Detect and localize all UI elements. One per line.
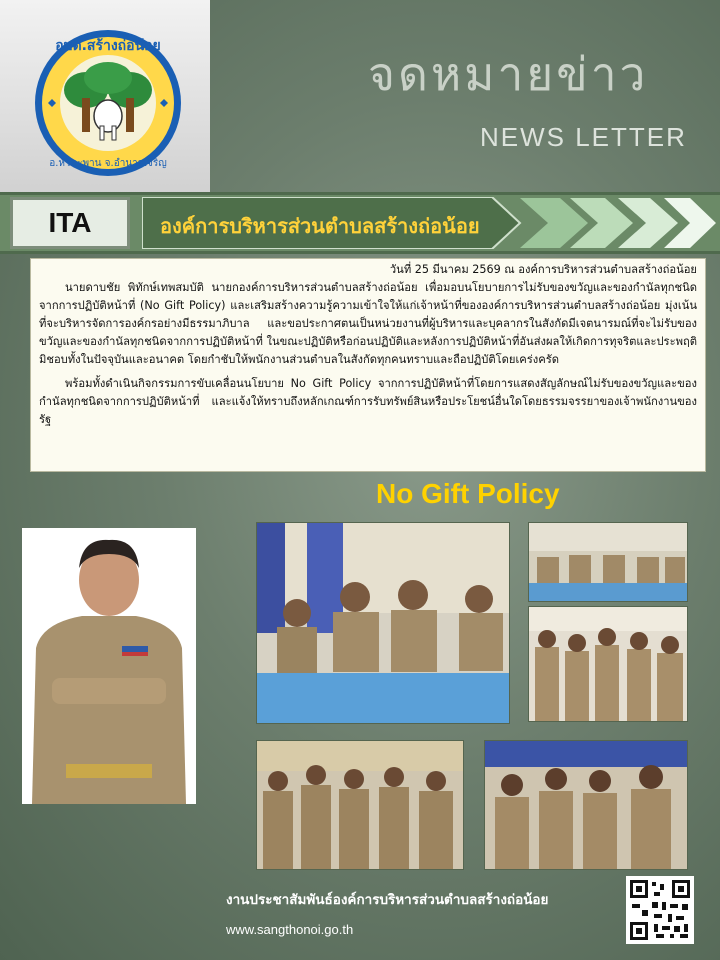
article-paragraph-2: พร้อมทั้งดำเนินกิจกรรมการขับเคลื่อนนโยบาย No Gift Policy จากการปฏิบัติหน้าที่โดยการแสดงสัญลักษณ์ไม่รับของขวัญและของกำนัลทุกชนิดจากการปฏิบัติหน้าที่ และแจ้งให้ทราบถึงหลักเกณฑ์การรับทรัพย์สินหรือประโยชน์อื่นใดโดยธรรมจรรยาของเจ้าพนักงานของรัฐ [39,377,697,426]
pr-footer-text: งานประชาสัมพันธ์องค์การบริหารส่วนตำบลสร้างถ่อน้อย [226,892,549,908]
policy-heading: No Gift Policy [376,478,560,509]
staff-photo-bottom-right [484,740,688,870]
logo-top-text: อบต.สร้างถ่อน้อย [55,38,161,54]
article-paragraph-1: นายดาบชัย พิทักษ์เทพสมบัติ นายกองค์การบริหารส่วนตำบลสร้างถ่อน้อย เพื่อมอบนโยบายการไม่รับของขวัญและของกำนัลทุกชนิดจากการปฏิบัติหน้าที่ (No Gift Policy) และเสริมสร้างความรู้ความเข้าใจให้แก่เจ้าหน้าที่ขององค์การบริหารส่วนตำบลสร้างถ่อน้อย มุ่งเน้นที่จะบริหารจัดการองค์กรอย่างมีธรรมาภิบาล และขอประกาศตนเป็นหน่วยงานที่ผู้บริหารและบุคลากรในสังกัดมีเจตนารมณ์ที่จะไม่รับของขวัญและของกำนัลทุกชนิดจากการปฏิบัติหน้าที่ ในขณะปฏิบัติหรือก่อนปฏิบัติและหลังการปฏิบัติหน้าที่อันส่งผลให้เกิดการทุจริตและประพฤติมิชอบทั้งในปัจจุบันและอนาคต โดยกำชับให้พนักงานส่วนตำบลในสังกัดทุกคนทราบและถือปฏิบัติโดยเคร่งครัด [39,281,697,366]
meeting-photo-top-right [528,522,688,602]
qr-code[interactable] [626,876,694,944]
newsletter-title-thai: จดหมายข่าว [368,47,649,101]
ita-label-box [10,197,130,249]
organization-logo [28,28,188,178]
meeting-photo-middle-right [528,606,688,722]
article-date: วันที่ 25 มีนาคม 2569 ณ องค์การบริหารส่วนตำบลสร้างถ่อน้อย [389,263,697,276]
meeting-photo-large [256,522,510,724]
website-link[interactable]: www.sangthonoi.go.th [226,922,354,937]
ita-label: ITA [48,207,92,238]
org-name: องค์การบริหารส่วนตำบลสร้างถ่อน้อย [160,214,480,238]
logo-bottom-text: อ.หัวตะพาน จ.อำนาจเจริญ [49,158,167,169]
no-gift-gesture-photo [256,740,464,870]
mayor-portrait [22,528,196,804]
newsletter-title-english: NEWS LETTER [480,122,687,152]
article-text-box [30,258,706,472]
